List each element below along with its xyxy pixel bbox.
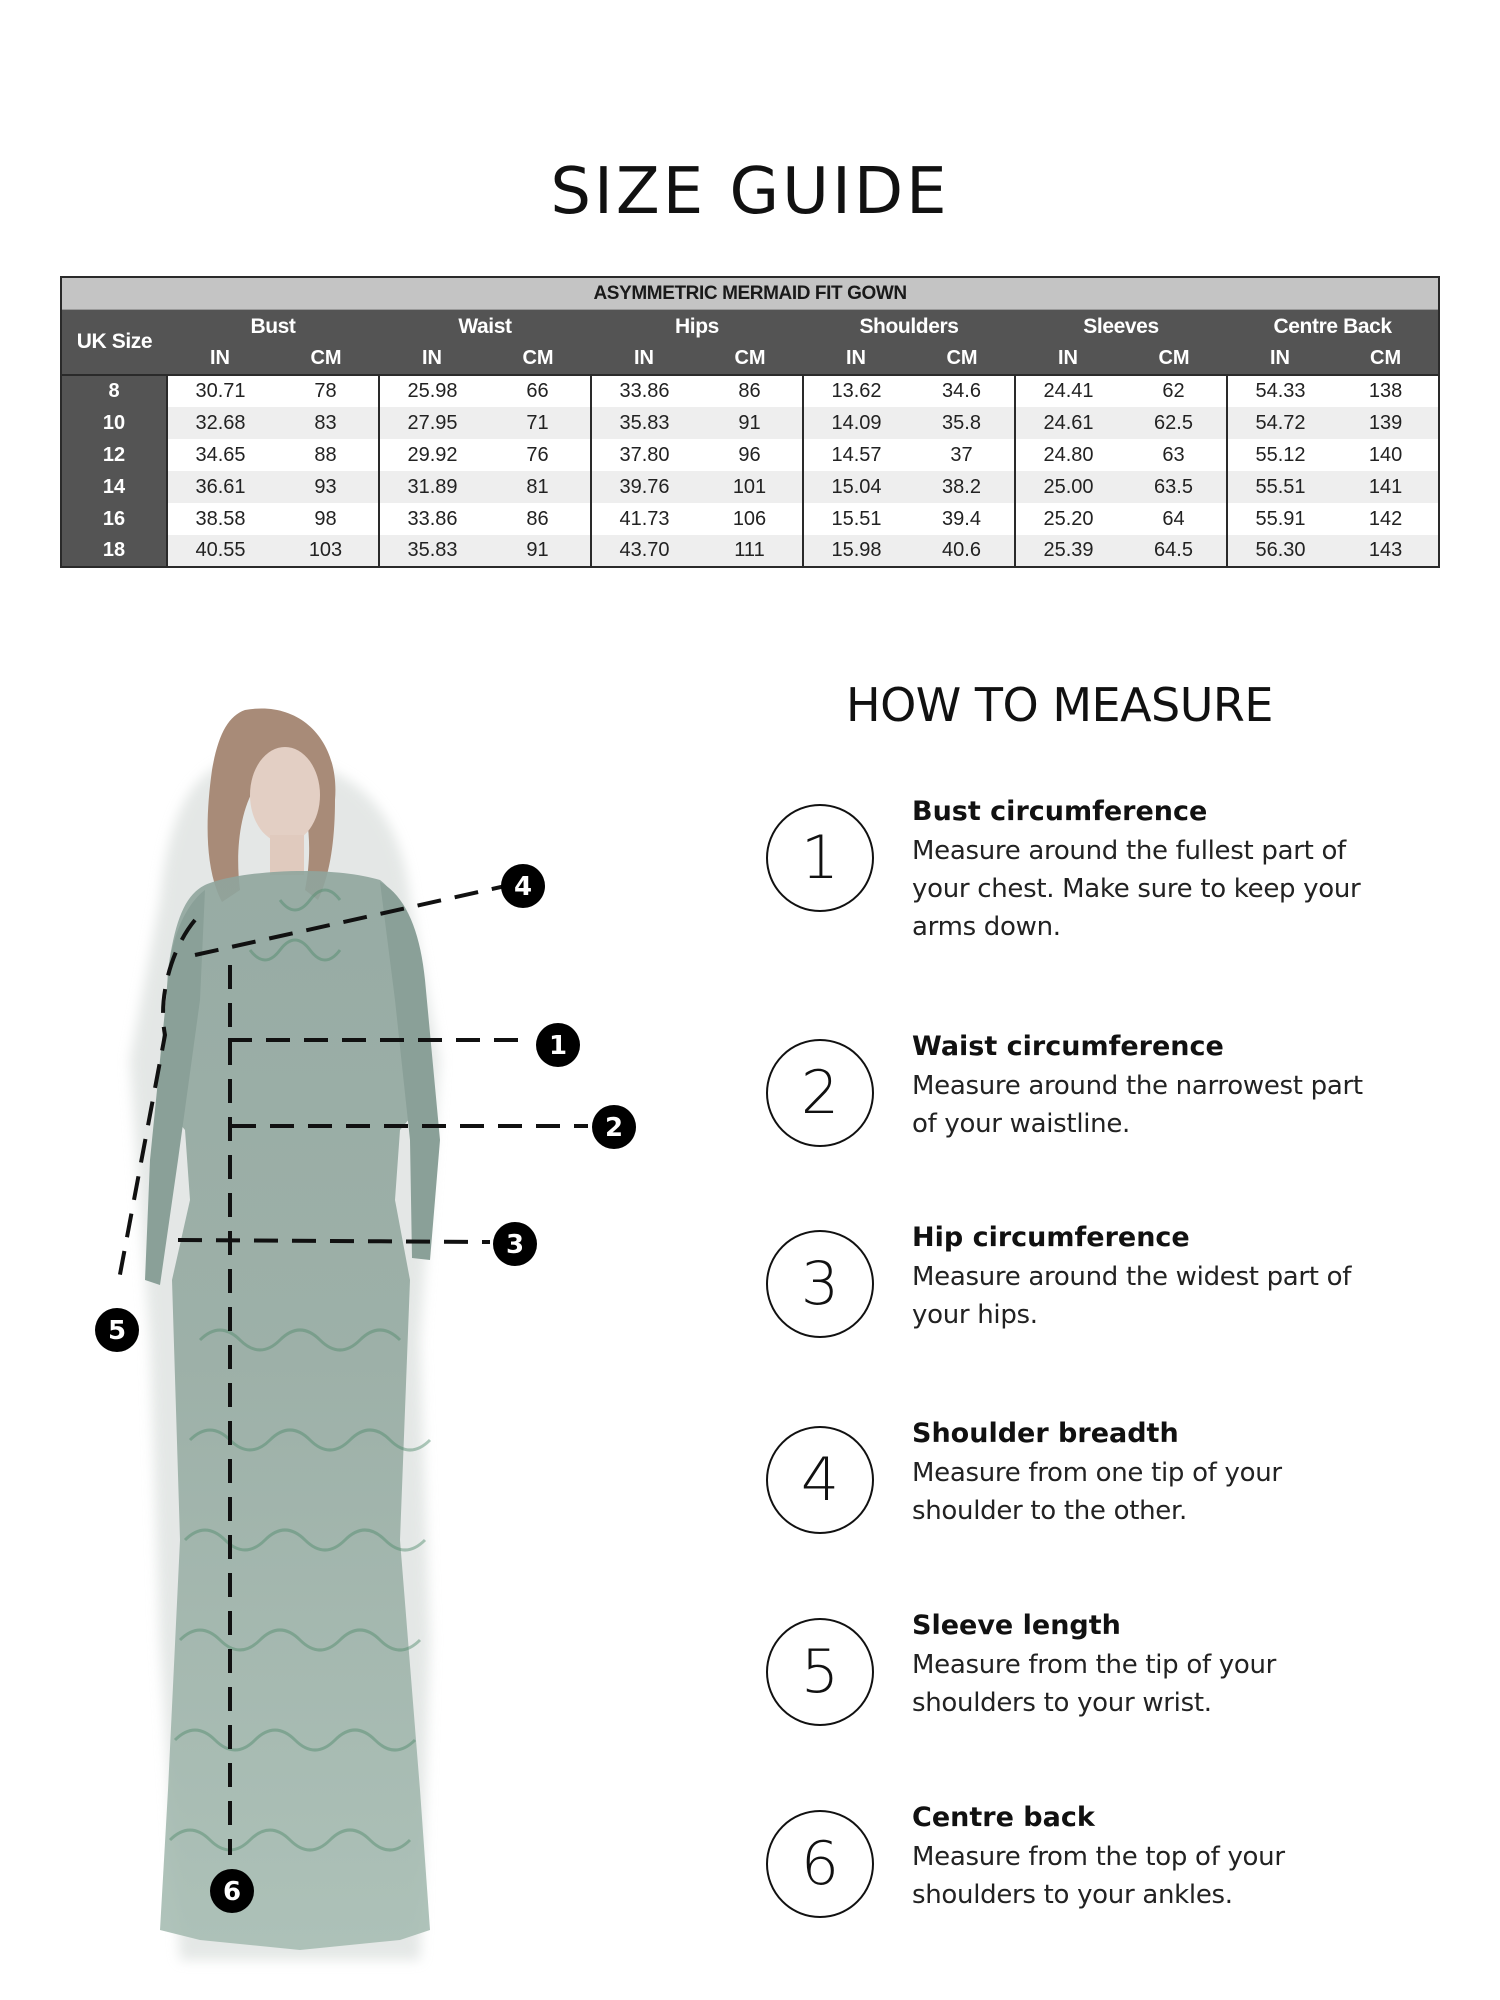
table-cell: 81 (485, 471, 591, 503)
table-cell: 25.00 (1015, 471, 1121, 503)
table-cell: 55.12 (1227, 439, 1333, 471)
step-title: Waist circumference (912, 1031, 1224, 1062)
table-cell: 25.39 (1015, 535, 1121, 567)
table-cell: 15.51 (803, 503, 909, 535)
size-chart-table (60, 276, 1440, 568)
dress-shape (160, 871, 430, 1950)
step-sleeve (766, 1610, 1406, 1770)
step-description: Measure from the tip of your shoulders to your wrist. (912, 1650, 1277, 1718)
table-cell: 91 (485, 535, 591, 567)
table-row (61, 503, 1439, 535)
step-description: Measure around the fullest part of your chest. Make sure to keep your arms down. (912, 836, 1361, 942)
table-cell: 140 (1333, 439, 1439, 471)
table-cell: 141 (1333, 471, 1439, 503)
hips-line (178, 1240, 490, 1242)
uk-size-header: UK Size (61, 310, 167, 376)
table-cell: 35.83 (379, 535, 485, 567)
table-cell: 88 (273, 439, 379, 471)
table-cell: 38.2 (909, 471, 1015, 503)
unit-header: IN (1227, 343, 1333, 375)
how-to-measure-title: HOW TO MEASURE (846, 678, 1273, 732)
marker-4 (501, 864, 545, 908)
table-caption: ASYMMETRIC MERMAID FIT GOWN (61, 277, 1439, 310)
unit-header: IN (591, 343, 697, 375)
svg-text:3: 3 (505, 1230, 525, 1260)
table-cell: 62 (1121, 375, 1227, 407)
table-cell: 143 (1333, 535, 1439, 567)
step-description: Measure from one tip of your shoulder to the other. (912, 1458, 1282, 1526)
table-cell: 14.09 (803, 407, 909, 439)
model-illustration (0, 640, 760, 2000)
table-cell: 24.41 (1015, 375, 1121, 407)
uk-size-cell: 18 (61, 535, 167, 567)
table-cell: 62.5 (1121, 407, 1227, 439)
step-number-circle: 6 (766, 1810, 874, 1918)
table-cell: 64 (1121, 503, 1227, 535)
step-description: Measure around the narrowest part of your waistline. (912, 1071, 1363, 1139)
table-cell: 139 (1333, 407, 1439, 439)
step-number-circle: 1 (766, 804, 874, 912)
table-cell: 24.61 (1015, 407, 1121, 439)
table-cell: 35.8 (909, 407, 1015, 439)
table-row (61, 407, 1439, 439)
table-cell: 38.58 (167, 503, 273, 535)
table-cell: 101 (697, 471, 803, 503)
uk-size-cell: 10 (61, 407, 167, 439)
group-header: Bust (167, 310, 379, 344)
step-bust (766, 796, 1406, 956)
table-cell: 35.83 (591, 407, 697, 439)
unit-header: CM (485, 343, 591, 375)
table-cell: 14.57 (803, 439, 909, 471)
step-number-circle: 3 (766, 1230, 874, 1338)
svg-text:1: 1 (548, 1031, 568, 1061)
group-header: Sleeves (1015, 310, 1227, 344)
unit-header: CM (697, 343, 803, 375)
table-cell: 96 (697, 439, 803, 471)
table-cell: 33.86 (379, 503, 485, 535)
table-cell: 31.89 (379, 471, 485, 503)
table-cell: 63 (1121, 439, 1227, 471)
table-cell: 91 (697, 407, 803, 439)
uk-size-cell: 12 (61, 439, 167, 471)
uk-size-cell: 16 (61, 503, 167, 535)
unit-header: IN (803, 343, 909, 375)
step-number-circle: 2 (766, 1039, 874, 1147)
svg-text:4: 4 (513, 872, 533, 902)
table-cell: 15.04 (803, 471, 909, 503)
group-header: Hips (591, 310, 803, 344)
table-cell: 29.92 (379, 439, 485, 471)
neck-shape (270, 835, 304, 875)
step-description: Measure around the widest part of your hips. (912, 1262, 1352, 1330)
table-cell: 40.6 (909, 535, 1015, 567)
model-figure (0, 640, 760, 2000)
table-cell: 138 (1333, 375, 1439, 407)
table-cell: 98 (273, 503, 379, 535)
table-cell: 37.80 (591, 439, 697, 471)
table-cell: 27.95 (379, 407, 485, 439)
table-cell: 25.98 (379, 375, 485, 407)
face-shape (250, 747, 320, 843)
table-cell: 63.5 (1121, 471, 1227, 503)
table-cell: 33.86 (591, 375, 697, 407)
page-title: SIZE GUIDE (550, 154, 950, 229)
marker-1 (536, 1023, 580, 1067)
table-cell: 93 (273, 471, 379, 503)
marker-6 (210, 1869, 254, 1913)
unit-header: IN (167, 343, 273, 375)
table-cell: 32.68 (167, 407, 273, 439)
step-title: Sleeve length (912, 1610, 1121, 1641)
table-cell: 56.30 (1227, 535, 1333, 567)
table-cell: 103 (273, 535, 379, 567)
marker-2 (592, 1105, 636, 1149)
unit-header: CM (909, 343, 1015, 375)
table-row (61, 471, 1439, 503)
svg-text:5: 5 (107, 1316, 127, 1346)
step-title: Hip circumference (912, 1222, 1190, 1253)
uk-size-cell: 14 (61, 471, 167, 503)
step-waist (766, 1031, 1406, 1191)
table-cell: 34.65 (167, 439, 273, 471)
step-number-circle: 4 (766, 1426, 874, 1534)
table-cell: 66 (485, 375, 591, 407)
unit-header: IN (379, 343, 485, 375)
step-number-circle: 5 (766, 1618, 874, 1726)
table-cell: 64.5 (1121, 535, 1227, 567)
table-cell: 41.73 (591, 503, 697, 535)
unit-header: CM (1333, 343, 1439, 375)
table-cell: 25.20 (1015, 503, 1121, 535)
table-cell: 34.6 (909, 375, 1015, 407)
marker-3 (493, 1222, 537, 1266)
table-cell: 13.62 (803, 375, 909, 407)
unit-header: CM (1121, 343, 1227, 375)
step-centre-back (766, 1802, 1406, 1962)
table-row (61, 535, 1439, 567)
table-cell: 43.70 (591, 535, 697, 567)
step-hips (766, 1222, 1406, 1382)
table-cell: 71 (485, 407, 591, 439)
marker-5 (95, 1308, 139, 1352)
group-header: Centre Back (1227, 310, 1439, 344)
table-cell: 106 (697, 503, 803, 535)
table-cell: 76 (485, 439, 591, 471)
table-cell: 36.61 (167, 471, 273, 503)
table-cell: 54.72 (1227, 407, 1333, 439)
table-cell: 24.80 (1015, 439, 1121, 471)
svg-text:6: 6 (222, 1877, 242, 1907)
table-cell: 78 (273, 375, 379, 407)
table-cell: 111 (697, 535, 803, 567)
table-row (61, 375, 1439, 407)
table-cell: 55.91 (1227, 503, 1333, 535)
svg-text:2: 2 (604, 1113, 624, 1143)
table-cell: 83 (273, 407, 379, 439)
group-header: Shoulders (803, 310, 1015, 344)
group-header: Waist (379, 310, 591, 344)
table-cell: 37 (909, 439, 1015, 471)
table-cell: 86 (697, 375, 803, 407)
table-cell: 39.76 (591, 471, 697, 503)
step-description: Measure from the top of your shoulders to your ankles. (912, 1842, 1285, 1910)
step-title: Bust circumference (912, 796, 1208, 827)
step-title: Centre back (912, 1802, 1095, 1833)
table-cell: 30.71 (167, 375, 273, 407)
table-cell: 86 (485, 503, 591, 535)
unit-header: IN (1015, 343, 1121, 375)
table-cell: 40.55 (167, 535, 273, 567)
table-cell: 55.51 (1227, 471, 1333, 503)
table-row (61, 439, 1439, 471)
step-shoulder (766, 1418, 1406, 1578)
table-cell: 142 (1333, 503, 1439, 535)
uk-size-cell: 8 (61, 375, 167, 407)
table-cell: 15.98 (803, 535, 909, 567)
step-title: Shoulder breadth (912, 1418, 1179, 1449)
table-cell: 39.4 (909, 503, 1015, 535)
unit-header: CM (273, 343, 379, 375)
table-cell: 54.33 (1227, 375, 1333, 407)
